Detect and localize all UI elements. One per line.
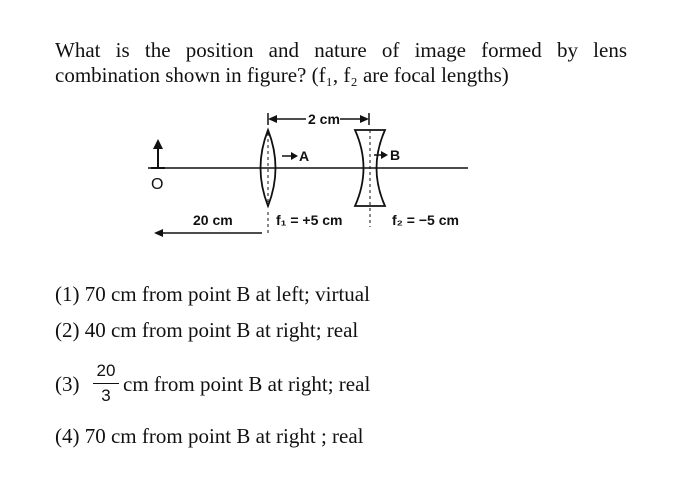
question-text: What is the position and nature of image formed by lens combination shown in figure? (f₁, f₂ are focal lengths) (55, 38, 627, 87)
fraction-numerator: 20 (96, 361, 116, 380)
option-3-text: cm from point B at right; real (123, 372, 371, 396)
lens-b-label: B (390, 147, 401, 163)
fraction-denominator: 3 (101, 386, 111, 405)
gap-label: 2 cm (308, 111, 340, 127)
option-4: (4) 70 cm from point B at right ; real (55, 424, 364, 448)
option-3-fraction (93, 360, 119, 407)
fraction-bar (93, 383, 119, 384)
option-3-number: (3) (55, 372, 80, 396)
object-label: O (151, 176, 164, 193)
gap-dimension (268, 111, 369, 127)
lens-a-label: A (299, 148, 310, 164)
concave-lens-b (355, 130, 388, 227)
option-1: (1) 70 cm from point B at left; virtual (55, 282, 370, 306)
f2-label: f₂ = −5 cm (392, 212, 459, 228)
distance-label: 20 cm (193, 212, 233, 228)
object-arrow (151, 139, 165, 168)
f1-label: f₁ = +5 cm (276, 212, 343, 228)
option-2: (2) 40 cm from point B at right; real (55, 318, 359, 342)
